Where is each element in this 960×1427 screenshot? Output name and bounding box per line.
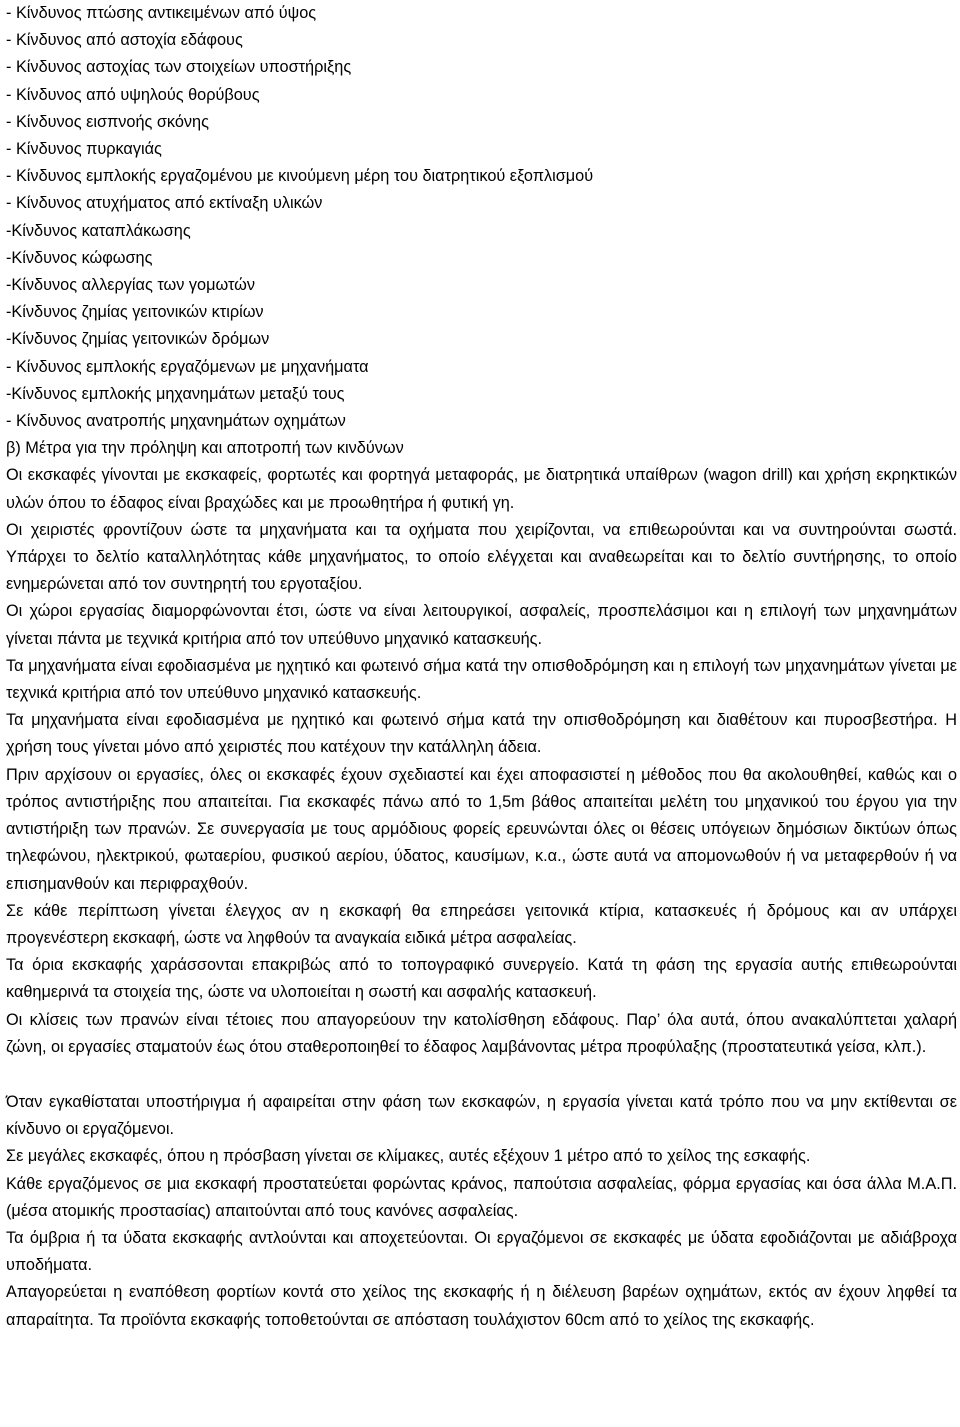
paragraph: Οι εκσκαφές γίνονται με εκσκαφείς, φορτωτές και φορτηγά μεταφοράς, με διατρητικά υπαίθρων (wagon drill) και χρήση εκρηκτικών υλών όπου το έδαφος είναι βραχώδες και με προωθητήρα ή φυτική γη.: [6, 466, 957, 512]
measures-body-continued: [6, 1089, 957, 1334]
hazard-item: -Κίνδυνος κώφωσης: [6, 248, 153, 267]
paragraph: Οι κλίσεις των πρανών είναι τέτοιες που απαγορεύουν την κατολίσθηση εδάφους. Παρ’ όλα αυτά, όπου ανακαλύπτεται χαλαρή ζώνη, οι εργασίες σταματούν έως ότου σταθεροποιηθεί το έδαφος λαμβάνοντας μέτρα προφύλαξης (προστατευτικά γείσα, κλπ.).: [6, 1010, 957, 1056]
paragraph: Τα μηχανήματα είναι εφοδιασμένα με ηχητικό και φωτεινό σήμα κατά την οπισθοδρόμηση και η επιλογή των μηχανημάτων γίνεται με τεχνικά κριτήρια από τον υπεύθυνο μηχανικό κατασκευής.: [6, 656, 957, 703]
hazard-item: -Κίνδυνος αλλεργίας των γομωτών: [6, 276, 256, 295]
paragraph: Οι χώροι εργασίας διαμορφώνονται έτσι, ώστε να είναι λειτουργικοί, ασφαλείς, προσπελάσιμοι και η επιλογή των μηχανημάτων γίνεται πάντα με τεχνικά κριτήρια από τον υπεύθυνο μηχανικό κατασκευής.: [6, 602, 957, 648]
hazard-item: -Κίνδυνος ζημίας γειτονικών δρόμων: [6, 330, 270, 349]
hazard-item: -Κίνδυνος καταπλάκωσης: [6, 221, 191, 240]
paragraph: Τα όμβρια ή τα ύδατα εκσκαφής αντλούνται και αποχετεύονται. Οι εργαζόμενοι σε εκσκαφές με ύδατα εφοδιάζονται με αδιάβροχα υποδήματα.: [6, 1228, 957, 1275]
paragraph-gap: [6, 1061, 957, 1089]
hazard-list: [6, 0, 957, 435]
hazard-item: - Κίνδυνος εμπλοκής εργαζομένου με κινούμενη μέρη του διατρητικού εξοπλισμού: [6, 167, 594, 186]
paragraph: Τα μηχανήματα είναι εφοδιασμένα με ηχητικό και φωτεινό σήμα κατά την οπισθοδρόμηση και διαθέτουν και πυροσβεστήρα. Η χρήση τους γίνεται μόνο από χειριστές που κατέχουν την κατάλληλη άδεια.: [6, 711, 957, 757]
hazard-item: - Κίνδυνος ανατροπής μηχανημάτων οχημάτων: [6, 412, 346, 431]
hazard-item: - Κίνδυνος αστοχίας των στοιχείων υποστήριξης: [6, 58, 352, 77]
paragraph: Απαγορεύεται η εναπόθεση φορτίων κοντά στο χείλος της εκσκαφής ή η διέλευση βαρέων οχημάτων, εκτός αν έχουν ληφθεί τα απαραίτητα. Τα προϊόντα εκσκαφής τοποθετούνται σε απόσταση τουλάχιστον 60cm από το χείλος της εκσκαφής.: [6, 1283, 957, 1329]
paragraph: Οι χειριστές φροντίζουν ώστε τα μηχανήματα και τα οχήματα που χειρίζονται, να επιθεωρούνται και να συντηρούνται σωστά. Υπάρχει το δελτίο καταλληλότητας κάθε μηχανήματος, το οποίο ελέγχεται και αναθεωρείται και το δελτίο συντήρησης, το οποίο ενημερώνεται από τον συντηρητή του εργοταξίου.: [6, 520, 957, 594]
measures-body: [6, 462, 957, 1060]
hazard-item: - Κίνδυνος ατυχήματος από εκτίναξη υλικών: [6, 194, 323, 213]
hazard-item: - Κίνδυνος πτώσης αντικειμένων από ύψος: [6, 4, 317, 22]
hazard-item: -Κίνδυνος εμπλοκής μηχανημάτων μεταξύ τους: [6, 384, 345, 403]
section-heading: β) Μέτρα για την πρόληψη και αποτροπή των κινδύνων: [6, 439, 404, 458]
paragraph: Σε μεγάλες εκσκαφές, όπου η πρόσβαση γίνεται σε κλίμακες, αυτές εξέχουν 1 μέτρο από το χείλος της εσκαφής.: [6, 1147, 811, 1166]
paragraph: Όταν εγκαθίσταται υποστήριγμα ή αφαιρείται στην φάση των εκσκαφών, η εργασία γίνεται κατά τρόπο που να μην εκτίθενται σε κίνδυνο οι εργαζόμενοι.: [6, 1092, 957, 1139]
hazard-item: - Κίνδυνος από υψηλούς θορύβους: [6, 85, 260, 104]
document-page: [6, 0, 957, 1334]
hazard-item: - Κίνδυνος από αστοχία εδάφους: [6, 31, 243, 50]
paragraph: Πριν αρχίσουν οι εργασίες, όλες οι εκσκαφές έχουν σχεδιαστεί και έχει αποφασιστεί η μέθοδος που θα ακολουθηθεί, καθώς και ο τρόπος αντιστήριξης που απαιτείται. Για εκσκαφές πάνω από το 1,5m βάθος απαιτείται μελέτη του μηχανικού του έργου για την αντιστήριξη των πρανών. Σε συνεργασία με τους αρμόδιους φορείς ερευνώνται όλες οι θέσεις υπόγειων δημόσιων δικτύων όπως τηλεφώνου, ηλεκτρικού, φωταερίου, φυσικού αερίου, ύδατος, καυσίμων, κ.α., ώστε αυτά να απομονωθούν ή να μεταφερθούν ή να επισημανθούν και περιφραχθούν.: [6, 765, 957, 893]
hazard-item: - Κίνδυνος εισπνοής σκόνης: [6, 112, 209, 131]
hazard-item: -Κίνδυνος ζημίας γειτονικών κτιρίων: [6, 303, 264, 322]
paragraph: Τα όρια εκσκαφής χαράσσονται επακριβώς από το τοπογραφικό συνεργείο. Κατά τη φάση της εργασία αυτής επιθεωρούνται καθημερινά τα στοιχεία της, ώστε να υλοποιείται η σωστή και ασφαλής κατασκευή.: [6, 956, 957, 1002]
hazard-item: - Κίνδυνος πυρκαγιάς: [6, 140, 162, 159]
paragraph: Σε κάθε περίπτωση γίνεται έλεγχος αν η εκσκαφή θα επηρεάσει γειτονικά κτίρια, κατασκευές ή δρόμους και αν υπάρχει προγενέστερη εκσκαφή, ώστε να ληφθούν τα αναγκαία ειδικά μέτρα ασφαλείας.: [6, 901, 957, 947]
hazard-item: - Κίνδυνος εμπλοκής εργαζόμενων με μηχανήματα: [6, 357, 369, 376]
paragraph: Κάθε εργαζόμενος σε μια εκσκαφή προστατεύεται φορώντας κράνος, παπούτσια ασφαλείας, φόρμα εργασίας και όσα άλλα Μ.Α.Π. (μέσα ατομικής προστασίας) απαιτούνται από τους κανόνες ασφαλείας.: [6, 1174, 957, 1220]
